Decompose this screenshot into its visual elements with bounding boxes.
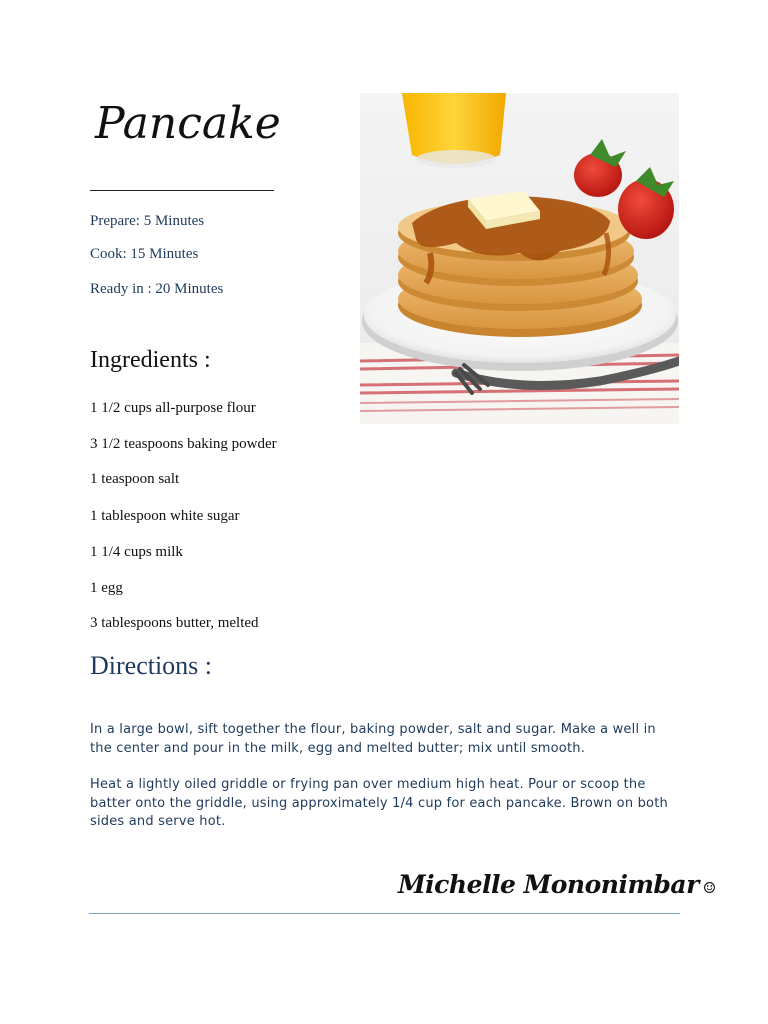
ingredient-item: 1 egg bbox=[90, 580, 123, 596]
ingredient-item: 1 tablespoon white sugar bbox=[90, 508, 240, 524]
ingredient-item: 3 tablespoons butter, melted bbox=[90, 615, 259, 631]
recipe-title: Pancake bbox=[95, 98, 281, 149]
footer-rule bbox=[89, 913, 680, 914]
direction-step-1: In a large bowl, sift together the flour, baking powder, salt and sugar. Make a well in the center and pour in the milk, egg and melted butter; mix until smooth. bbox=[90, 722, 656, 756]
cook-time: Cook: 15 Minutes bbox=[90, 246, 199, 262]
ready-time: Ready in : 20 Minutes bbox=[90, 281, 224, 297]
title-underline bbox=[90, 190, 274, 191]
ingredient-item: 1 1/4 cups milk bbox=[90, 544, 183, 560]
direction-step-2: Heat a lightly oiled griddle or frying pan over medium high heat. Pour or scoop the batter onto the griddle, using approximately 1/4 cup for each pancake. Brown on both sides and serve hot. bbox=[90, 777, 668, 829]
ingredients-heading: Ingredients : bbox=[90, 347, 211, 373]
ingredient-item: 1 teaspoon salt bbox=[90, 471, 180, 487]
directions-heading: Directions : bbox=[90, 651, 213, 680]
author-name: Michelle Mononimbar bbox=[398, 870, 699, 899]
ingredient-item: 1 1/2 cups all-purpose flour bbox=[90, 400, 256, 416]
pancake-photo bbox=[360, 93, 679, 424]
smiley-icon: ☺ bbox=[702, 879, 716, 897]
author-signature bbox=[398, 870, 716, 899]
ingredient-item: 3 1/2 teaspoons baking powder bbox=[90, 436, 277, 452]
prep-time: Prepare: 5 Minutes bbox=[90, 213, 205, 229]
